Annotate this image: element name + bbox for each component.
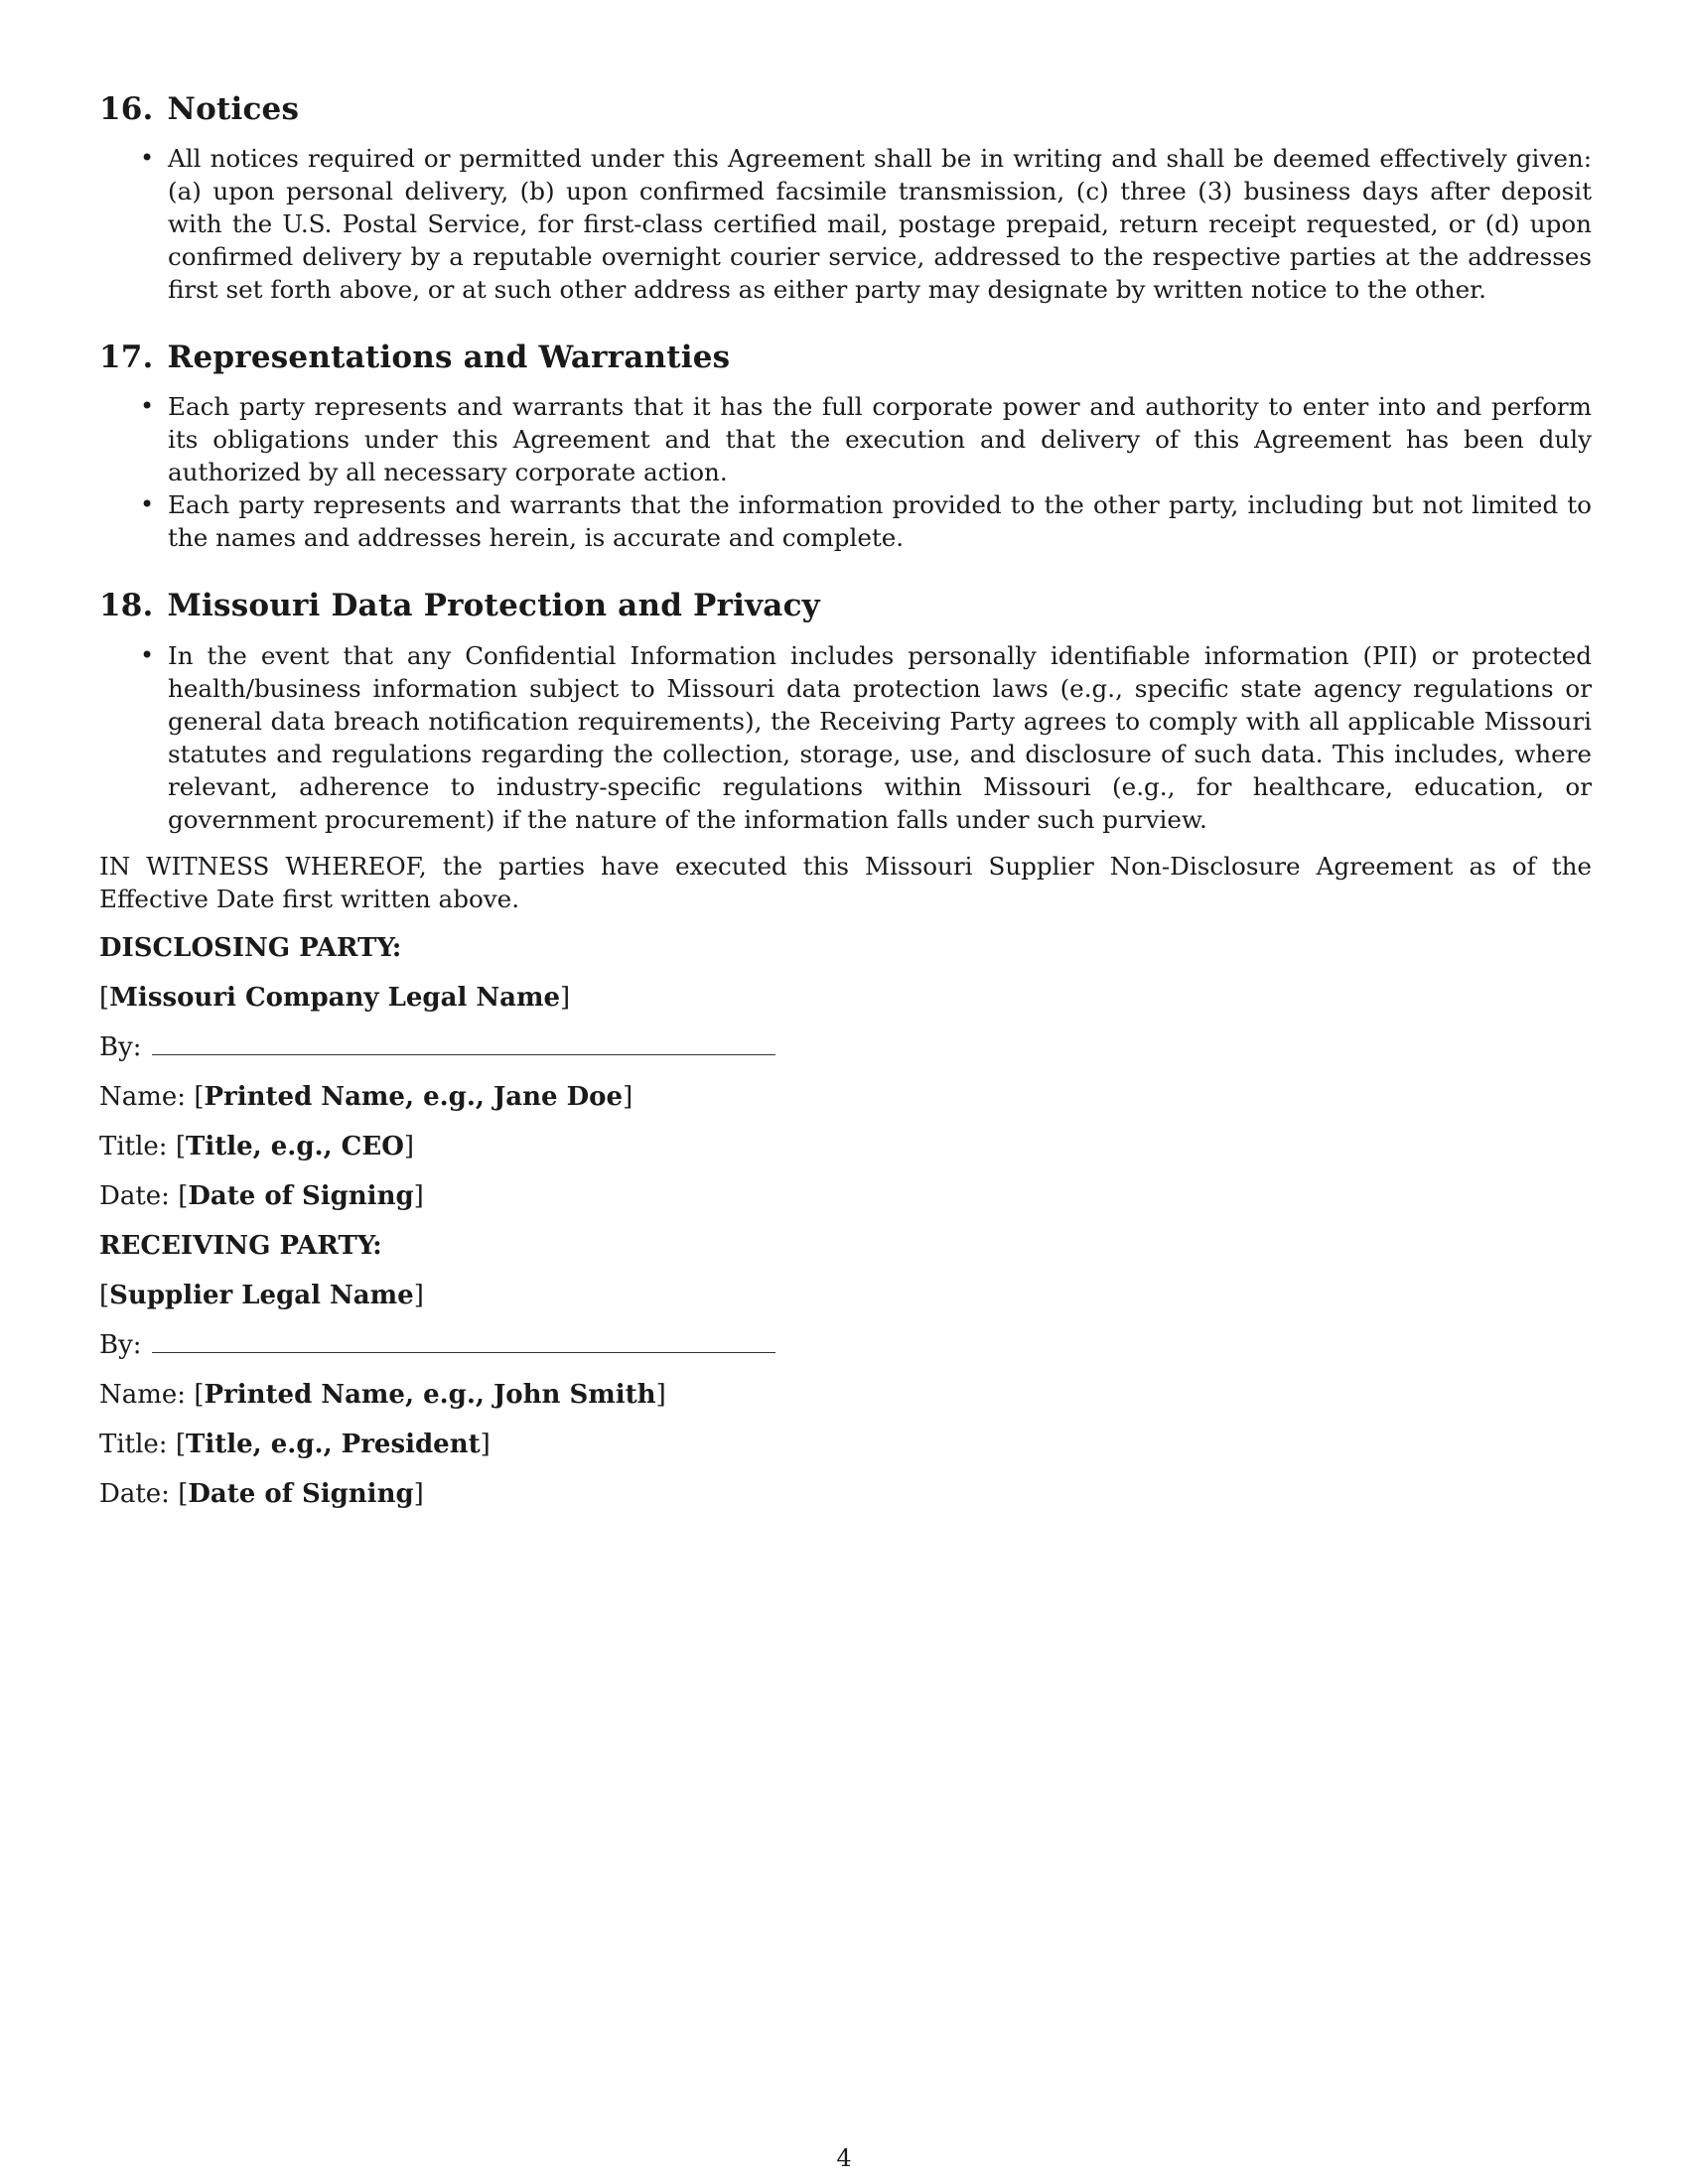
disclosing-name-line: Name: [Printed Name, e.g., Jane Doe] bbox=[99, 1081, 633, 1112]
receiving-signature-block bbox=[99, 1230, 1592, 1511]
section-number: 18. bbox=[99, 588, 154, 624]
section-representations-warranties bbox=[99, 340, 1592, 554]
receiving-date-value: Date of Signing bbox=[188, 1478, 414, 1509]
document-page bbox=[99, 91, 1592, 1511]
list-item: • In the event that any Confidential Information includes personally identifiable information (PII) or protected health/business information subject to Missouri data protection laws (e.g., specific state agency regulations or general data breach notification requirements), the Receiving Party agrees to comply with all applicable Missouri statutes and regulations regarding the collection, storage, use, and disclosure of such data. This includes, where relevant, adherence to industry-specific regulations within Missouri (e.g., for healthcare, education, or government procurement) if the nature of the information falls under such purview. bbox=[168, 639, 1592, 836]
receiving-date-line: Date: [Date of Signing] bbox=[99, 1478, 424, 1509]
disclosing-by-line bbox=[99, 1031, 1592, 1064]
receiving-title-value: Title, e.g., President bbox=[186, 1429, 481, 1459]
list-item: • Each party represents and warrants that the information provided to the other party, including but not limited to the names and addresses herein, is accurate and complete. bbox=[168, 488, 1592, 554]
receiving-company-value: Supplier Legal Name bbox=[109, 1280, 414, 1310]
bullet-list bbox=[99, 639, 1592, 836]
disclosing-title-value: Title, e.g., CEO bbox=[186, 1131, 404, 1161]
title-label: Title: bbox=[99, 1429, 168, 1459]
by-label: By: bbox=[99, 1329, 142, 1360]
witness-clause: IN WITNESS WHEREOF, the parties have executed this Missouri Supplier Non-Disclosure Agreement as of the Effective Date first written above. bbox=[99, 851, 1592, 913]
section-heading bbox=[99, 91, 1592, 128]
disclosing-signature-block bbox=[99, 932, 1592, 1213]
receiving-company-name: [Supplier Legal Name] bbox=[99, 1280, 424, 1310]
disclosing-party-heading: DISCLOSING PARTY: bbox=[99, 932, 402, 963]
title-label: Title: bbox=[99, 1131, 168, 1161]
disclosing-title-line: Title: [Title, e.g., CEO] bbox=[99, 1131, 415, 1161]
list-item: • Each party represents and warrants that it has the full corporate power and authority to enter into and perform its obligations under this Agreement and that the execution and delivery of this Agreement has been duly authorized by all necessary corporate action. bbox=[168, 390, 1592, 488]
disclosing-date-line: Date: [Date of Signing] bbox=[99, 1180, 424, 1211]
disclosing-name-value: Printed Name, e.g., Jane Doe bbox=[204, 1081, 624, 1112]
section-title: Representations and Warranties bbox=[167, 340, 731, 376]
by-label: By: bbox=[99, 1031, 142, 1062]
signature-line[interactable] bbox=[152, 1330, 775, 1353]
date-label: Date: bbox=[99, 1478, 170, 1509]
receiving-name-value: Printed Name, e.g., John Smith bbox=[204, 1379, 656, 1410]
section-title: Missouri Data Protection and Privacy bbox=[167, 588, 820, 624]
receiving-by-line bbox=[99, 1329, 1592, 1362]
name-label: Name: bbox=[99, 1081, 187, 1112]
section-number: 16. bbox=[99, 91, 154, 127]
receiving-title-line: Title: [Title, e.g., President] bbox=[99, 1429, 491, 1459]
section-number: 17. bbox=[99, 340, 154, 376]
date-label: Date: bbox=[99, 1180, 170, 1211]
signature-line[interactable] bbox=[152, 1032, 775, 1055]
section-heading bbox=[99, 340, 1592, 376]
page-number: 4 bbox=[836, 2144, 852, 2172]
section-data-protection bbox=[99, 588, 1592, 835]
section-notices bbox=[99, 91, 1592, 306]
list-item: • All notices required or permitted under this Agreement shall be in writing and shall be deemed effectively given: (a) upon personal delivery, (b) upon confirmed facsimile transmission, (c) three (3) business days after deposit with the U.S. Postal Service, for first-class certified mail, postage prepaid, return receipt requested, or (d) upon confirmed delivery by a reputable overnight courier service, addressed to the respective parties at the addresses first set forth above, or at such other address as either party may designate by written notice to the other. bbox=[168, 142, 1592, 306]
section-title: Notices bbox=[167, 91, 300, 127]
disclosing-date-value: Date of Signing bbox=[188, 1180, 414, 1211]
disclosing-company-value: Missouri Company Legal Name bbox=[109, 982, 561, 1013]
bullet-list bbox=[99, 142, 1592, 306]
bullet-list bbox=[99, 390, 1592, 554]
name-label: Name: bbox=[99, 1379, 187, 1410]
section-heading bbox=[99, 588, 1592, 624]
receiving-party-heading: RECEIVING PARTY: bbox=[99, 1230, 382, 1261]
disclosing-company-name: [Missouri Company Legal Name] bbox=[99, 982, 571, 1013]
receiving-name-line: Name: [Printed Name, e.g., John Smith] bbox=[99, 1379, 666, 1410]
